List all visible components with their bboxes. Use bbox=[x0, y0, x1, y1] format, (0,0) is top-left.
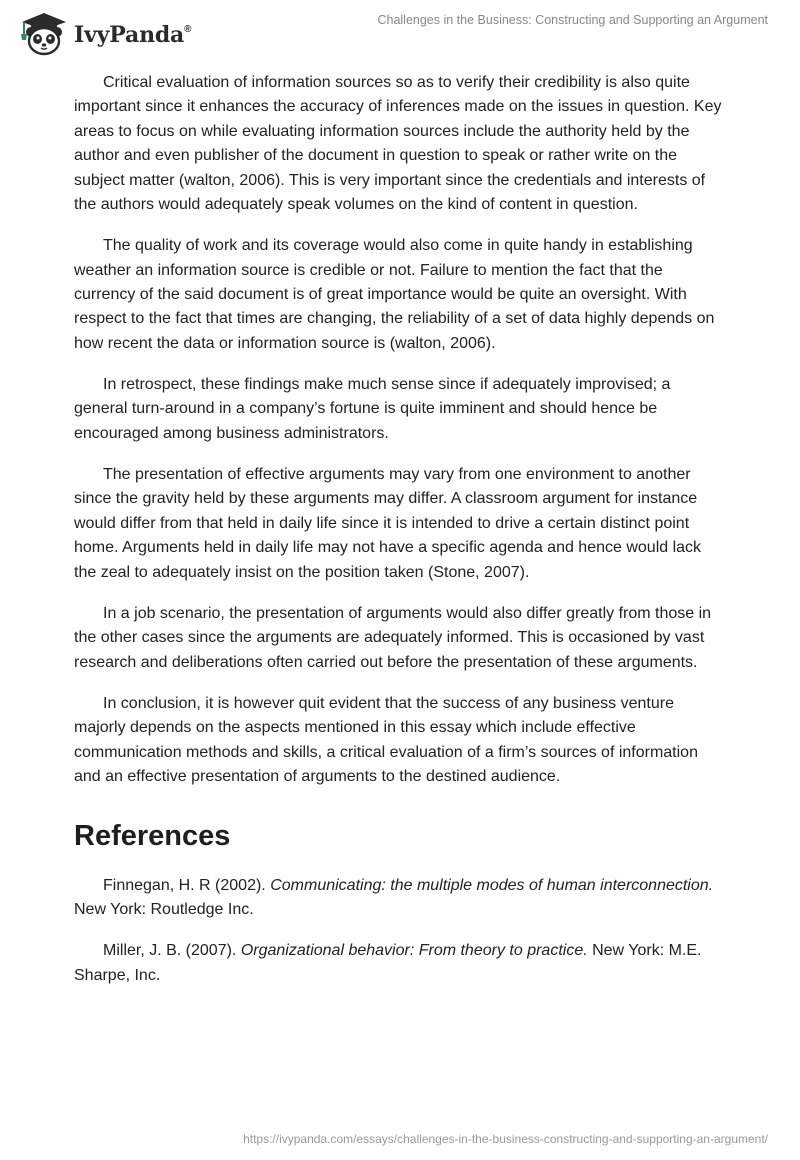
reference-publisher: New York: M.E. Sharpe, Inc. bbox=[74, 942, 702, 984]
paragraph: The quality of work and its coverage would also come in quite handy in establishing weather an information source is credible or not. Failure to mention the fact that the currency of the said document is of great importance would be quite an oversight. With respect to the fact that times are changing, the reliability of a set of data highly depends on how recent the data or information source is (walton, 2006). bbox=[74, 237, 715, 352]
page-header bbox=[0, 0, 800, 70]
reference-publisher: New York: Routledge Inc. bbox=[74, 900, 254, 918]
essay-body bbox=[74, 71, 724, 1005]
reference-author: Finnegan, H. R (2002). bbox=[103, 876, 271, 894]
reference-title: Organizational behavior: From theory to practice. bbox=[240, 942, 588, 960]
document-title: Challenges in the Business: Constructing and Supporting an Argument bbox=[377, 13, 768, 27]
paragraph: In a job scenario, the presentation of arguments would also differ greatly from those in the other cases since the arguments are adequately informed. This is occasioned by vast research and deliberations often carried out before the presentation of these arguments. bbox=[74, 604, 712, 671]
paragraph: In conclusion, it is however quit evident that the success of any business venture majorly depends on the aspects mentioned in this essay which include effective communication methods and skills, a critical evaluation of a firm’s sources of information and an effective presentation of arguments to the destined audience. bbox=[74, 694, 698, 786]
logo-wordmark: IvyPanda® bbox=[74, 22, 192, 48]
paragraph: In retrospect, these findings make much sense since if adequately improvised; a general turn-around in a company’s fortune is quite imminent and should hence be encouraged among business administrators. bbox=[74, 376, 671, 442]
references-heading: References bbox=[74, 819, 231, 852]
panda-graduate-icon bbox=[14, 10, 70, 56]
reference-title: Communicating: the multiple modes of human interconnection. bbox=[270, 876, 714, 894]
reference-entry bbox=[74, 939, 724, 988]
reference-entry bbox=[74, 874, 724, 923]
paragraph: Critical evaluation of information sources so as to verify their credibility is also quite important since it enhances the accuracy of inferences made on the issues in question. Key areas to focus on while evaluating information sources include the authority held by the author and even publisher of the document in question to speak or rather write on the subject matter (walton, 2006). This is very important since the credentials and interests of the authors would adequately speak volumes on the kind of content in question. bbox=[74, 74, 722, 214]
source-url-link[interactable]: https://ivypanda.com/essays/challenges-in-the-business-constructing-and-supporting-an-argument/ bbox=[243, 1132, 768, 1146]
ivypanda-logo[interactable] bbox=[14, 10, 191, 56]
reference-author: Miller, J. B. (2007). bbox=[103, 942, 241, 960]
registered-mark: ® bbox=[184, 24, 192, 35]
paragraph: The presentation of effective arguments may vary from one environment to another since the gravity held by these arguments may differ. A classroom argument for instance would differ from that held in daily life since it is intended to drive a certain distinct point home. Arguments held in daily life may not have a specific agenda and hence would lack the zeal to adequately insist on the position taken (Stone, 2007). bbox=[74, 466, 702, 581]
